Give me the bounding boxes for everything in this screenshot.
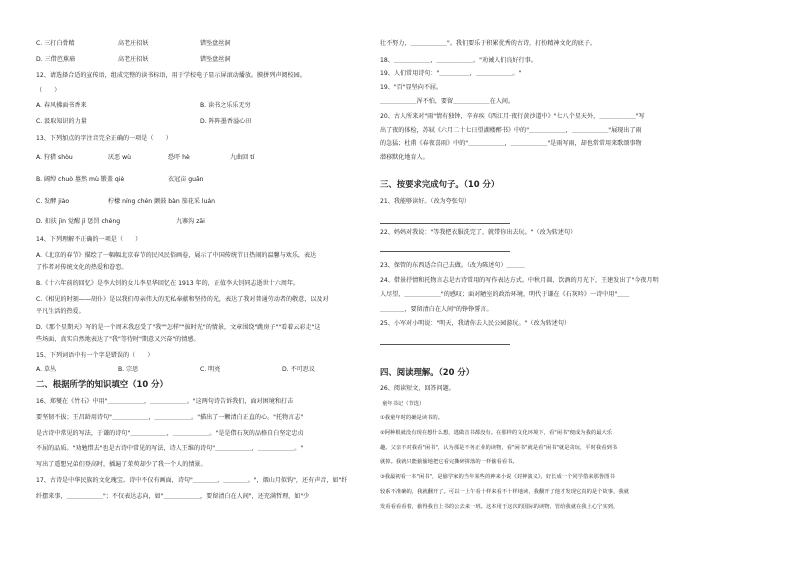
q20-line1: 20、古人所来对"雨"情有独钟，辛弃疾《西江月·夜行黄沙道中》"七八个星天外，＿＿＿＿＿＿"写 [380, 113, 645, 120]
q16-line5: 写出了遥想兄弟们登高时，插遍了茱萸却少了我一个人的情景。 [36, 461, 207, 468]
option-text: C. 三打白骨精 [36, 40, 75, 47]
r-line1: 壮不努力，＿＿＿＿＿＿"。我们要乐于积累优秀的古诗，打扮精神文化的底子。 [380, 40, 597, 47]
q20-line3: 的急猛；杜甫《春夜喜雨》中的"＿＿＿＿＿＿，＿＿＿＿＿＿"是雨写雨，却也常常用来歌颂事物 [380, 140, 642, 147]
q14-a-line1: A.《北京的春节》描绘了一幅幅北京春节的民风民俗画卷，展示了中国传统节日热闹的温馨与欢乐，表达 [36, 252, 317, 259]
left-column [30, 0, 366, 562]
q20-line2: 出了夜的体检，苏轼《六月二十七日望湖楼醉书》中的"＿＿＿＿＿＿，＿＿＿＿＿＿"展现出了雨 [380, 127, 642, 134]
option-text: 高老庄招妖 [118, 56, 149, 63]
q25: 25、小军对小明说："明天，我请你去人民公园游玩。"（改为转述句） [380, 320, 571, 327]
option-text: C. 汲取知识的力量 [36, 118, 87, 125]
passage-title: 童年书记（节选） [382, 401, 425, 407]
option-text: 九寨沟 zāi [176, 218, 205, 225]
option-text: 衣冠亩 guān [168, 176, 204, 183]
answer-line [380, 344, 510, 345]
passage-para-2-line2: 趣。父亲不对我看"闲书"，认为那是不务正业的读物，看"闲书"就是看"闲书"就是贪玩，平时我看到书 [380, 445, 618, 451]
q15-stem: 15、下列词语中有一个字是错误的（ ） [36, 352, 154, 359]
q16-line4: 不屈的品质。"劝勉惜去"也是古诗中常见的写法，诗人王维的诗句"＿＿＿＿＿＿，＿＿＿＿＿＿。" [36, 445, 304, 452]
option-text: B. 宗思 [118, 366, 139, 373]
option-text: D. 不可思议 [282, 366, 315, 373]
option-text: 厌恶 wù [108, 154, 131, 161]
passage-para-3-line3: 发看看看看着，偷得我自上书的公去来一班。这本用于这次的国际的读物，管给我就在我上心宁实到， [380, 504, 619, 510]
q22: 22、妈妈对我说："等我把衣服洗完了，就带你出去玩。"（改为转述句） [380, 229, 577, 236]
option-text: D. 扣扶 jìn 觉醒 jì 惩罚 chéng [36, 218, 121, 225]
option-text: C. 发酵 jiào [36, 198, 70, 205]
q12-paren: （ ） [36, 87, 61, 94]
option-text: A. 春风拂面书香来 [36, 102, 87, 109]
q17-line1: 17、古诗是中华民族的文化瑰宝。诗中不仅有画面，诗句"＿＿＿＿，＿＿＿＿。"，烟山月似钩"，还有声音，如"纤 [36, 477, 348, 484]
q19-b: 19、"百"显坚向不屈。 [380, 84, 443, 91]
q14-c-line1: C.《相见的时刻——胡仆》是以我们母亲伟大的无私奉献和坚持的光，表达了我对普通劳动者的敬意，以及对 [36, 296, 329, 303]
q23: 23、保管的东西适合自己去做。（改为陈述句）＿＿＿ [380, 262, 525, 269]
option-text: 恐吓 hè [168, 154, 190, 161]
passage-para-1: ①我童年时的确是读书的。 [380, 415, 444, 421]
passage-para-3-line2: 较系不准确的，我就翻开了。可以一上午看十样来看不十样地读，我翻开了他才发现它真的是个故事，我就 [380, 489, 629, 495]
option-text: 九曲回 tí [230, 154, 255, 161]
passage-para-3-line1: ③我最初看一本"闲书"，是偷学家的当年某些的神来小说《封神演义》，好长成一个同学借来那鲁图书 [380, 474, 615, 480]
option-text: 错坠盘丝洞 [200, 40, 231, 47]
q17-line2: 纤摆来事，＿＿＿＿＿＿"；不仅表达志向，如"＿＿＿＿＿＿，要留清白在人间"，还充满哲理，如"少 [36, 493, 310, 500]
answer-line [380, 223, 510, 224]
answer-line [380, 251, 510, 252]
q18: 18、＿＿＿＿＿＿，＿＿＿＿＿＿。"劝诫人们良好行事。 [380, 57, 537, 64]
right-column [374, 0, 764, 562]
option-text: A. 草丛 [36, 366, 57, 373]
q24-line3: ＿＿＿＿，要留清白在人间"的铮铮誓言。 [380, 306, 493, 313]
option-text: B. 读书之乐乐无穷 [200, 102, 251, 109]
option-text: D. 三借芭蕉扇 [36, 56, 76, 63]
q14-d-line2: 些场面，真实自然地表达了"我"等待时"期意又兴奋"的情感。 [36, 336, 200, 343]
q16-line1: 16、郑燮在《竹石》中用"＿＿＿＿＿＿，＿＿＿＿＿＿。"这两句诗告诉我们，面对困境和打击 [36, 398, 294, 405]
passage-para-2-line1: ②阿种根就没有现在想什么想，逃做音书都没有。在那样的文化环境下，看"闲书"便成为我的最大乐 [380, 430, 613, 436]
q13-stem: 13、下列加点的字注音完全正确的一项是（ ） [36, 135, 172, 142]
section-4-title: 四、阅读理解。（20 分） [380, 367, 475, 377]
q21: 21、我能够读好。（改为夸张句） [380, 198, 471, 205]
q19-a: 19、人们常用诗句："＿＿＿＿＿，＿＿＿＿＿＿。" [380, 70, 522, 77]
q14-d-line1: D.《那个星期天》写的是一个周末我忍受了"我""怎样""拔时光"的情景，文章围绕"跳房子""看着云彩走"这 [36, 324, 321, 331]
option-text: D. 阵阵墨香溢心田 [200, 118, 252, 125]
option-text: A. 狩猎 shòu [36, 154, 73, 161]
option-text: 柠檬 níng chén 颤鼓 bàn 笳花采 luán [108, 198, 216, 205]
passage-para-2-line3: 就掉。我就只能偷偷地把它看完撕碎拼落的一样偷看看书。 [380, 459, 518, 465]
q14-a-line2: 了作者对传统文化的热爱和眷恋。 [36, 264, 128, 271]
option-text: C. 明亮 [200, 366, 221, 373]
section-2-title: 二、根据所学的知识填空（10 分） [36, 379, 168, 389]
option-text: 高老庄招妖 [118, 40, 149, 47]
q24-line1: 24、借景抒情和托物言志是古诗常用的写作表达方式。中秋月圆，饮酒的月光下，王建发出了"今夜月明 [380, 277, 659, 284]
option-text: B. 阔绰 chuò 墓然 mù 锻盖 qiè [36, 176, 125, 183]
q16-line3: 是古诗中常见的写法，于谦的诗句"＿＿＿＿＿＿，＿＿＿＿＿＿。"是是借石灰的品格自白坚定忠贞 [36, 430, 304, 437]
q14-c-line2: 平凡生活的热爱。 [36, 308, 85, 315]
q26-stem: 26、阅读短文，回答问题。 [380, 385, 455, 392]
q12-stem: 12、请选择合适的宣传语，组成完整的读书标语，用于学校电子显示屏滚动播放。膜拼列声阅校园。 [36, 72, 306, 79]
q20-line4: 潜移默化地育人。 [380, 154, 429, 161]
option-text: 错坠盘丝洞 [200, 56, 231, 63]
q14-stem: 14、下列理解不正确的一项是（ ） [36, 236, 142, 243]
section-3-title: 三、按要求完成句子。（10 分） [380, 179, 500, 189]
q19-c: ＿＿＿＿＿＿浑不怕，要留＿＿＿＿＿＿在人间。 [380, 98, 515, 105]
q16-line2: 要坚韧不拔；王昌龄用诗句"＿＿＿＿＿＿，＿＿＿＿＿＿。"描出了一颗清白正直的心。"托物言志" [36, 414, 304, 421]
q24-line2: 人尽望，＿＿＿＿＿＿"的感叹；面对陋室的政治环境，明代于谦在《石灰吟》一诗中用"＿＿ [380, 291, 630, 298]
q14-b-line1: B.《十六年前的回忆》是李大钊的女儿李星华回忆在 1913 年的，正值李大钊同志逝世十六周年。 [36, 280, 300, 287]
